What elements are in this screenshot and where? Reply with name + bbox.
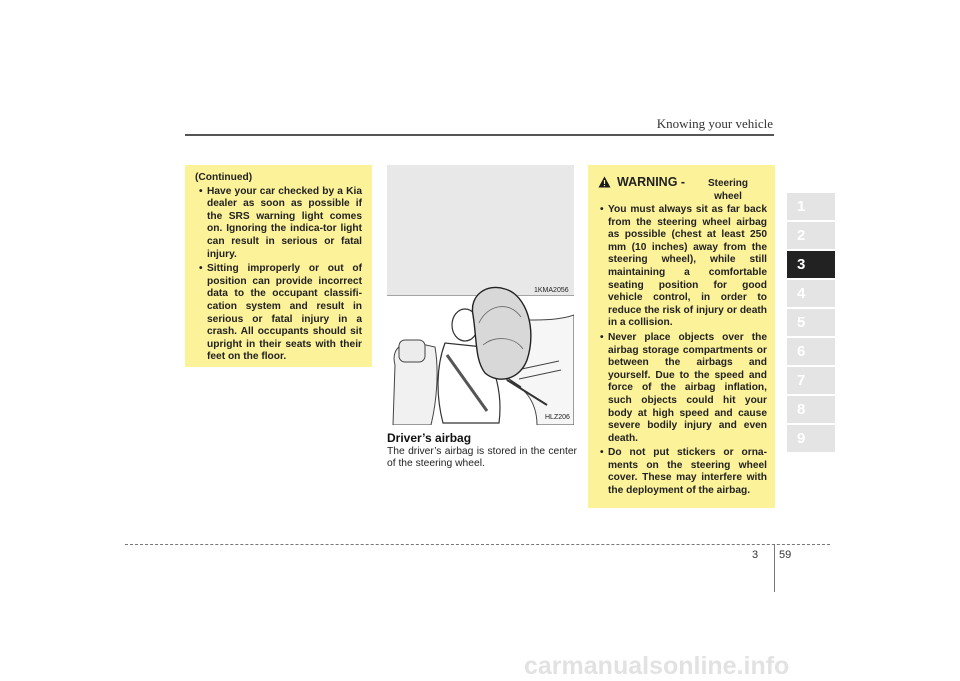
continued-label: (Continued)	[195, 172, 253, 183]
warning-header	[596, 174, 767, 204]
section-body: The driver’s airbag is stored in the center of the steering wheel.	[387, 446, 577, 470]
warning-bullet-list	[596, 204, 767, 498]
driver-airbag-drawing	[387, 165, 574, 425]
chapter-tabs	[787, 193, 835, 454]
watermark: carmanualsonline.info	[524, 652, 790, 680]
footer-divider	[774, 544, 775, 592]
chapter-tab-3[interactable]: 3	[787, 251, 835, 278]
warning-topic: Steering wheel	[707, 178, 748, 202]
figure-code-bottom: HLZ206	[545, 414, 570, 421]
header-title: Knowing your vehicle	[656, 116, 773, 131]
continued-bullet-list	[195, 186, 362, 364]
warning-triangle-icon	[598, 176, 611, 188]
footer-rule	[125, 544, 830, 545]
warning-bullet: • Do not put stickers or orna-ments on the steering wheel cover. These may interfere with the deployment of the airbag.	[596, 447, 767, 497]
chapter-tab-2[interactable]: 2	[787, 222, 835, 249]
chapter-tab-8[interactable]: 8	[787, 396, 835, 423]
warning-label: WARNING -	[617, 175, 686, 189]
chapter-tab-7[interactable]: 7	[787, 367, 835, 394]
chapter-tab-1[interactable]: 1	[787, 193, 835, 220]
airbag-illustration	[387, 165, 574, 425]
section-title: Driver’s airbag	[387, 431, 472, 445]
chapter-tab-9[interactable]: 9	[787, 425, 835, 452]
warning-bullet: • Never place objects over the airbag storage compartments or between the airbags and yourself. Due to the speed and force of the airbag inflation, such objects could hit your body at high speed and cause severe bodily injury and even death.	[596, 332, 767, 445]
continued-bullet: • Have your car checked by a Kia dealer as soon as possible if the SRS warning light comes on. Ignoring the indica-tor light can result in serious or fatal injury.	[195, 186, 362, 262]
chapter-tab-4[interactable]: 4	[787, 280, 835, 307]
chapter-tab-6[interactable]: 6	[787, 338, 835, 365]
warning-box	[588, 165, 775, 508]
warning-bullet: • You must always sit as far back from the steering wheel airbag as possible (chest at least 250 mm (10 inches) away from the steering wheel), while still maintaining a comfortable seating position for good vehicle control, in order to reduce the risk of injury or death in a collision.	[596, 204, 767, 330]
footer-page-number: 59	[779, 549, 792, 561]
footer-chapter-number: 3	[752, 549, 759, 561]
figure-code-top: 1KMA2056	[534, 287, 569, 294]
chapter-tab-5[interactable]: 5	[787, 309, 835, 336]
continued-bullet: • Sitting improperly or out of position can provide incorrect data to the occupant classifi-cation system and result in serious or fatal injury in a crash. All occupants should sit upright in their seats with their feet on the floor.	[195, 263, 362, 364]
header-rule	[185, 134, 774, 136]
continued-caution-box	[185, 165, 372, 367]
